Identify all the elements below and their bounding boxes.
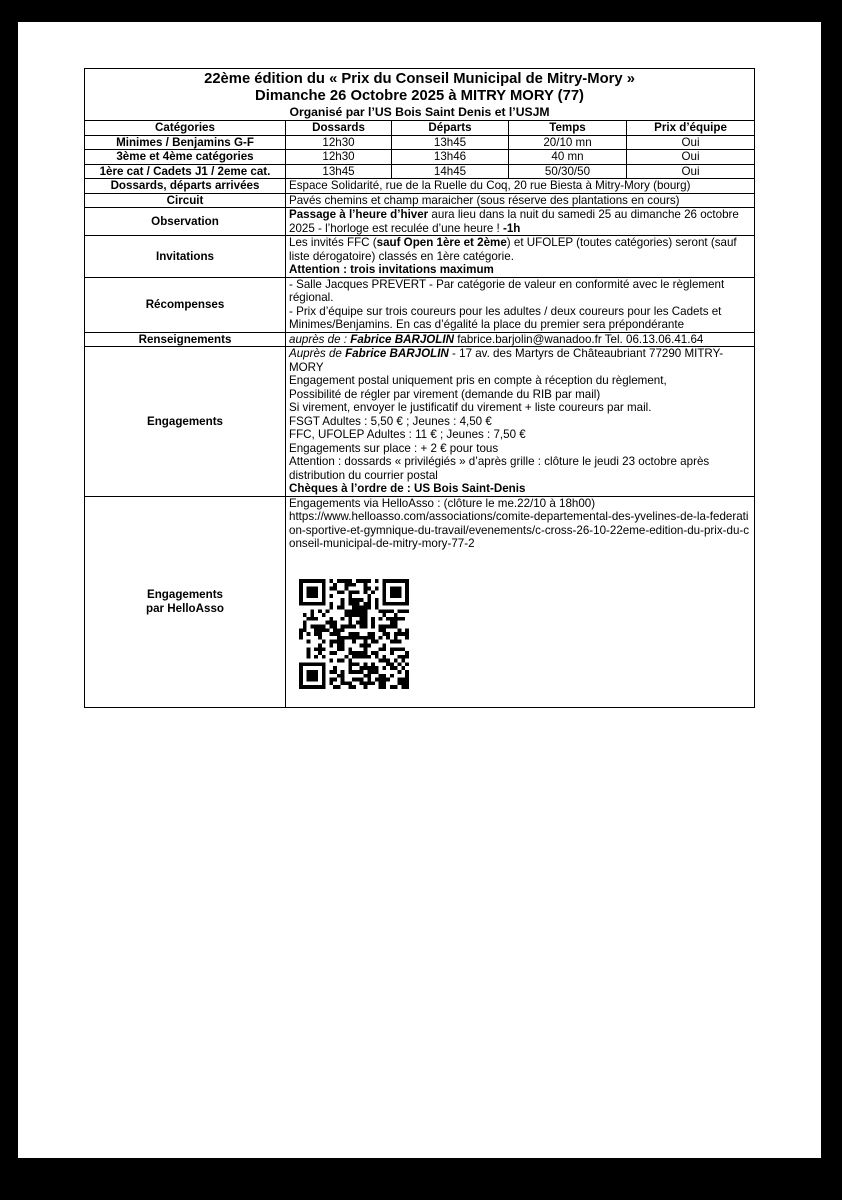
helloasso-label-line1: Engagements [146, 588, 224, 601]
recompenses-row [85, 277, 755, 332]
title-cell [85, 69, 755, 121]
observation-row [85, 208, 755, 236]
engagements-line: FFC, UFOLEP Adultes : 11 € ; Jeunes : 7,50 € [289, 428, 526, 441]
table-row [85, 164, 755, 179]
dossards-text: Espace Solidarité, rue de la Ruelle du Coq, 20 rue Biesta à Mitry-Mory (bourg) [286, 179, 755, 194]
engagements-line: Possibilité de régler par virement (demande du RIB par mail) [289, 387, 601, 401]
prix-cell: Oui [627, 164, 755, 179]
race-info-table [84, 68, 755, 708]
dossards-cell: 13h45 [286, 164, 392, 179]
engagements-row [85, 347, 755, 497]
engagements-line: Attention : dossards « privilégiés » d’après grille : clôture le jeudi 23 octobre après distribution du courrier postal [289, 455, 710, 482]
renseignements-contact: fabrice.barjolin@wanadoo.fr Tel. 06.13.06.41.64 [453, 332, 704, 346]
engagements-text [286, 347, 755, 497]
dossards-row [85, 179, 755, 194]
title-row [85, 69, 755, 121]
observation-body: aura lieu dans la nuit du samedi 25 au dimanche 26 octobre 2025 - l’horloge est reculée d’une heure ! [289, 208, 739, 235]
observation-bold-end: -1h [502, 221, 521, 235]
table-row [85, 150, 755, 165]
col-header: Temps [509, 121, 627, 136]
engagements-address-line [289, 347, 751, 374]
dossards-label: Dossards, départs arrivées [85, 179, 286, 194]
invitations-label: Invitations [85, 236, 286, 278]
departs-cell: 13h46 [392, 150, 509, 165]
title-line1: 22ème édition du « Prix du Conseil Municipal de Mitry-Mory » [204, 71, 635, 87]
invitations-b1: sauf Open 1ère et 2ème [376, 236, 507, 249]
temps-cell: 40 mn [509, 150, 627, 165]
helloasso-label-line2: par HelloAsso [146, 601, 224, 615]
renseignements-name: Fabrice BARJOLIN [350, 332, 454, 346]
category-cell: Minimes / Benjamins G-F [85, 135, 286, 150]
observation-text [286, 208, 755, 236]
invitations-t1: Les invités FFC ( [289, 236, 377, 249]
engagements-line: Engagements sur place : + 2 € pour tous [289, 441, 499, 455]
title-line3: Organisé par l’US Bois Saint Denis et l’USJM [289, 105, 550, 119]
circuit-label: Circuit [85, 193, 286, 208]
departs-cell: 14h45 [392, 164, 509, 179]
temps-cell: 50/30/50 [509, 164, 627, 179]
invitations-attention: Attention : trois invitations maximum [289, 263, 494, 276]
invitations-t2: ) et UFOLEP (toutes catégories) seront (sauf liste dérogatoire) classés en 1ère catégorie. [289, 236, 737, 263]
helloasso-content [286, 496, 755, 707]
column-header-row [85, 121, 755, 136]
qr-code-icon[interactable] [299, 579, 409, 689]
document-page [18, 22, 821, 1158]
renseignements-label: Renseignements [85, 332, 286, 347]
table-row [85, 135, 755, 150]
recompenses-label: Récompenses [85, 277, 286, 332]
col-header: Dossards [286, 121, 392, 136]
renseignements-pre: auprès de : [289, 332, 351, 346]
renseignements-text [286, 332, 755, 347]
col-header: Catégories [85, 121, 286, 136]
observation-label: Observation [85, 208, 286, 236]
engagements-address: - 17 av. des Martyrs de Châteaubriant 77290 MITRY-MORY [289, 347, 724, 374]
temps-cell: 20/10 mn [509, 135, 627, 150]
engagements-line: Si virement, envoyer le justificatif du virement + liste coureurs par mail. [289, 401, 652, 414]
invitations-text [286, 236, 755, 278]
renseignements-row [85, 332, 755, 347]
dossards-cell: 12h30 [286, 150, 392, 165]
engagements-pre: Auprès de [289, 347, 346, 360]
observation-bold: Passage à l’heure d’hiver [289, 208, 429, 221]
engagements-label: Engagements [85, 347, 286, 497]
circuit-row [85, 193, 755, 208]
category-cell: 3ème et 4ème catégories [85, 150, 286, 165]
dossards-cell: 12h30 [286, 135, 392, 150]
title-line2: Dimanche 26 Octobre 2025 à MITRY MORY (77) [255, 88, 584, 104]
engagements-name: Fabrice BARJOLIN [345, 347, 449, 360]
circuit-text: Pavés chemins et champ maraicher (sous réserve des plantations en cours) [286, 193, 755, 208]
category-cell: 1ère cat / Cadets J1 / 2eme cat. [85, 164, 286, 179]
helloasso-row [85, 496, 755, 707]
engagements-line: Engagement postal uniquement pris en compte à réception du règlement, [289, 374, 667, 387]
departs-cell: 13h45 [392, 135, 509, 150]
recompenses-line2: - Prix d’équipe sur trois coureurs pour les adultes / deux coureurs pour les Cadets et Minimes/Benjamins. En cas d’égalité la place du premier sera prépondérante [289, 304, 722, 331]
col-header: Prix d’équipe [627, 121, 755, 136]
invitations-row [85, 236, 755, 278]
prix-cell: Oui [627, 135, 755, 150]
helloasso-link[interactable]: https://www.helloasso.com/associations/comite-departemental-des-yvelines-de-la-federation-sportive-et-gymnique-du-travail/evenements/c-cross-26-10-22eme-edition-du-prix-du-conseil-municipal-de-mitry-mory-77-2 [289, 510, 750, 550]
col-header: Départs [392, 121, 509, 136]
engagements-cheques: Chèques à l’ordre de : US Bois Saint-Denis [289, 482, 526, 495]
prix-cell: Oui [627, 150, 755, 165]
engagements-line: FSGT Adultes : 5,50 € ; Jeunes : 4,50 € [289, 414, 492, 428]
recompenses-text [286, 277, 755, 332]
helloasso-label [85, 496, 286, 707]
recompenses-line1: - Salle Jacques PREVERT - Par catégorie de valeur en conformité avec le règlement régional. [289, 277, 725, 304]
helloasso-intro: Engagements via HelloAsso : (clôture le me.22/10 à 18h00) [289, 496, 596, 510]
